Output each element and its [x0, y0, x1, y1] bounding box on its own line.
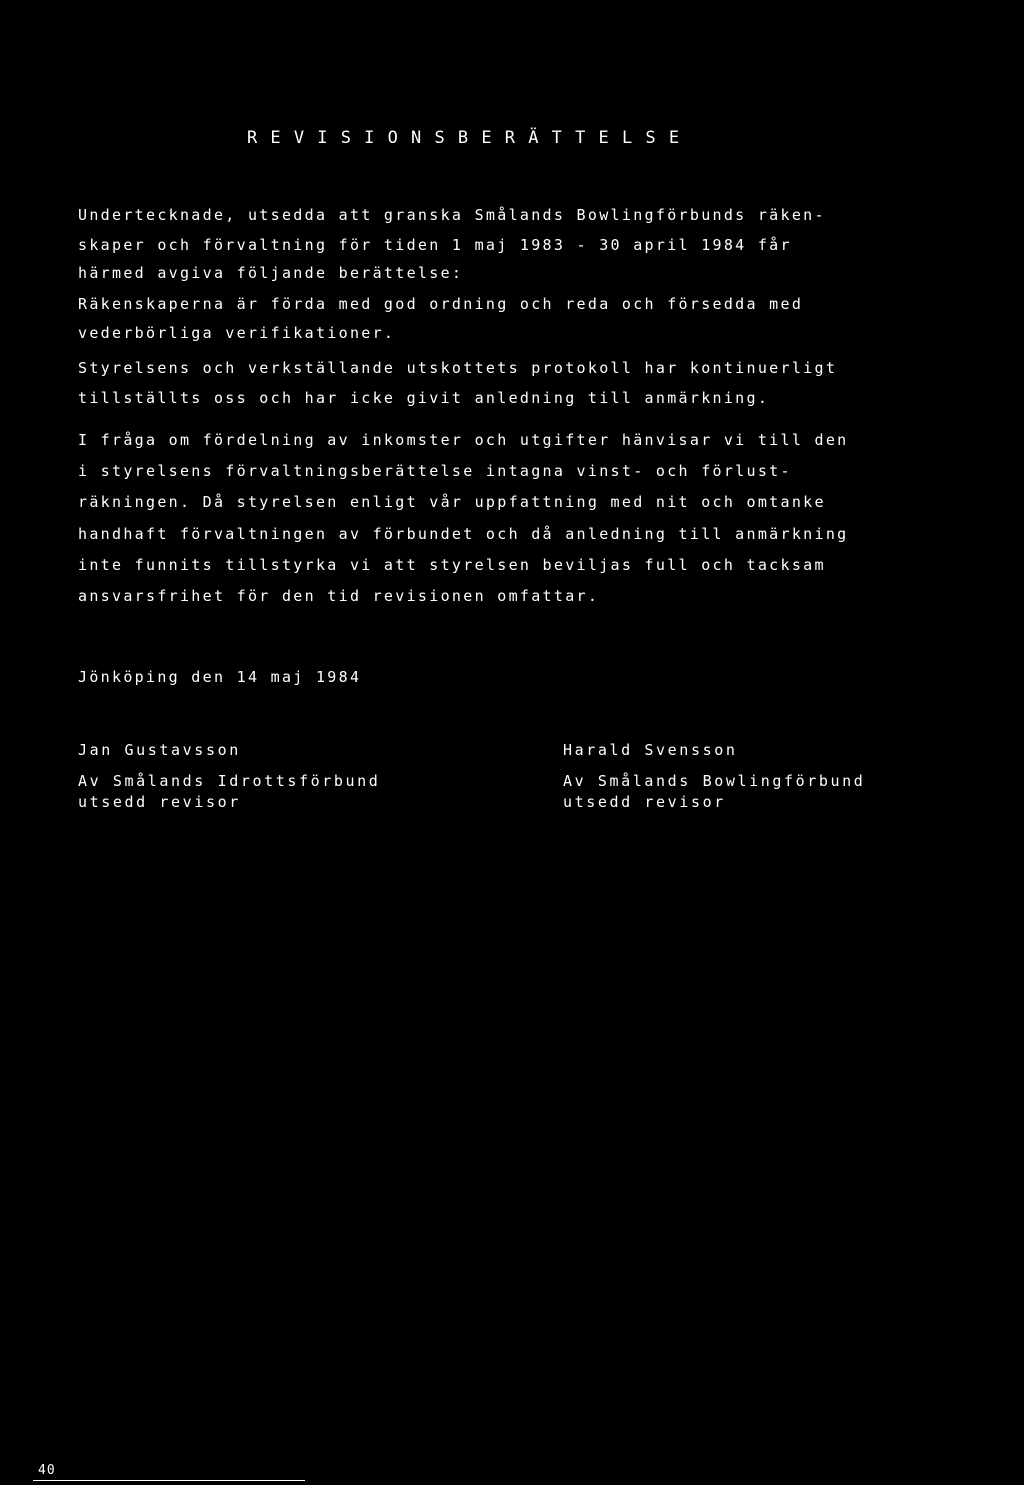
page-number: 40 [38, 1463, 56, 1478]
paragraph-line-11: handhaft förvaltningen av förbundet och då anledning till anmärkning [78, 525, 849, 543]
paragraph-line-3: härmed avgiva följande berättelse: [78, 264, 464, 282]
document-title: REVISIONSBERÄTTELSE [247, 128, 693, 148]
signatory-right-organization: Av Smålands Bowlingförbund [563, 772, 866, 790]
paragraph-line-1: Undertecknade, utsedda att granska Smålands Bowlingförbunds räken- [78, 206, 826, 224]
place-date: Jönköping den 14 maj 1984 [78, 668, 362, 686]
paragraph-line-12: inte funnits tillstyrka vi att styrelsen beviljas full och tacksam [78, 556, 826, 574]
paragraph-line-8: I fråga om fördelning av inkomster och utgifter hänvisar vi till den [78, 431, 849, 449]
paragraph-line-9: i styrelsens förvaltningsberättelse intagna vinst- och förlust- [78, 462, 792, 480]
paragraph-line-5: vederbörliga verifikationer. [78, 324, 396, 342]
paragraph-line-2: skaper och förvaltning för tiden 1 maj 1983 - 30 april 1984 får [78, 236, 792, 254]
paragraph-line-13: ansvarsfrihet för den tid revisionen omfattar. [78, 587, 600, 605]
paragraph-line-10: räkningen. Då styrelsen enligt vår uppfattning med nit och omtanke [78, 493, 826, 511]
signatory-left-name: Jan Gustavsson [78, 741, 241, 759]
signatory-left-organization: Av Smålands Idrottsförbund [78, 772, 381, 790]
paragraph-line-4: Räkenskaperna är förda med god ordning och reda och försedda med [78, 295, 804, 313]
signatory-right-name: Harald Svensson [563, 741, 738, 759]
signatory-right-role: utsedd revisor [563, 793, 726, 811]
footer-rule [33, 1480, 305, 1481]
paragraph-line-6: Styrelsens och verkställande utskottets protokoll har kontinuerligt [78, 359, 838, 377]
paragraph-line-7: tillställts oss och har icke givit anledning till anmärkning. [78, 389, 770, 407]
signatory-left-role: utsedd revisor [78, 793, 241, 811]
